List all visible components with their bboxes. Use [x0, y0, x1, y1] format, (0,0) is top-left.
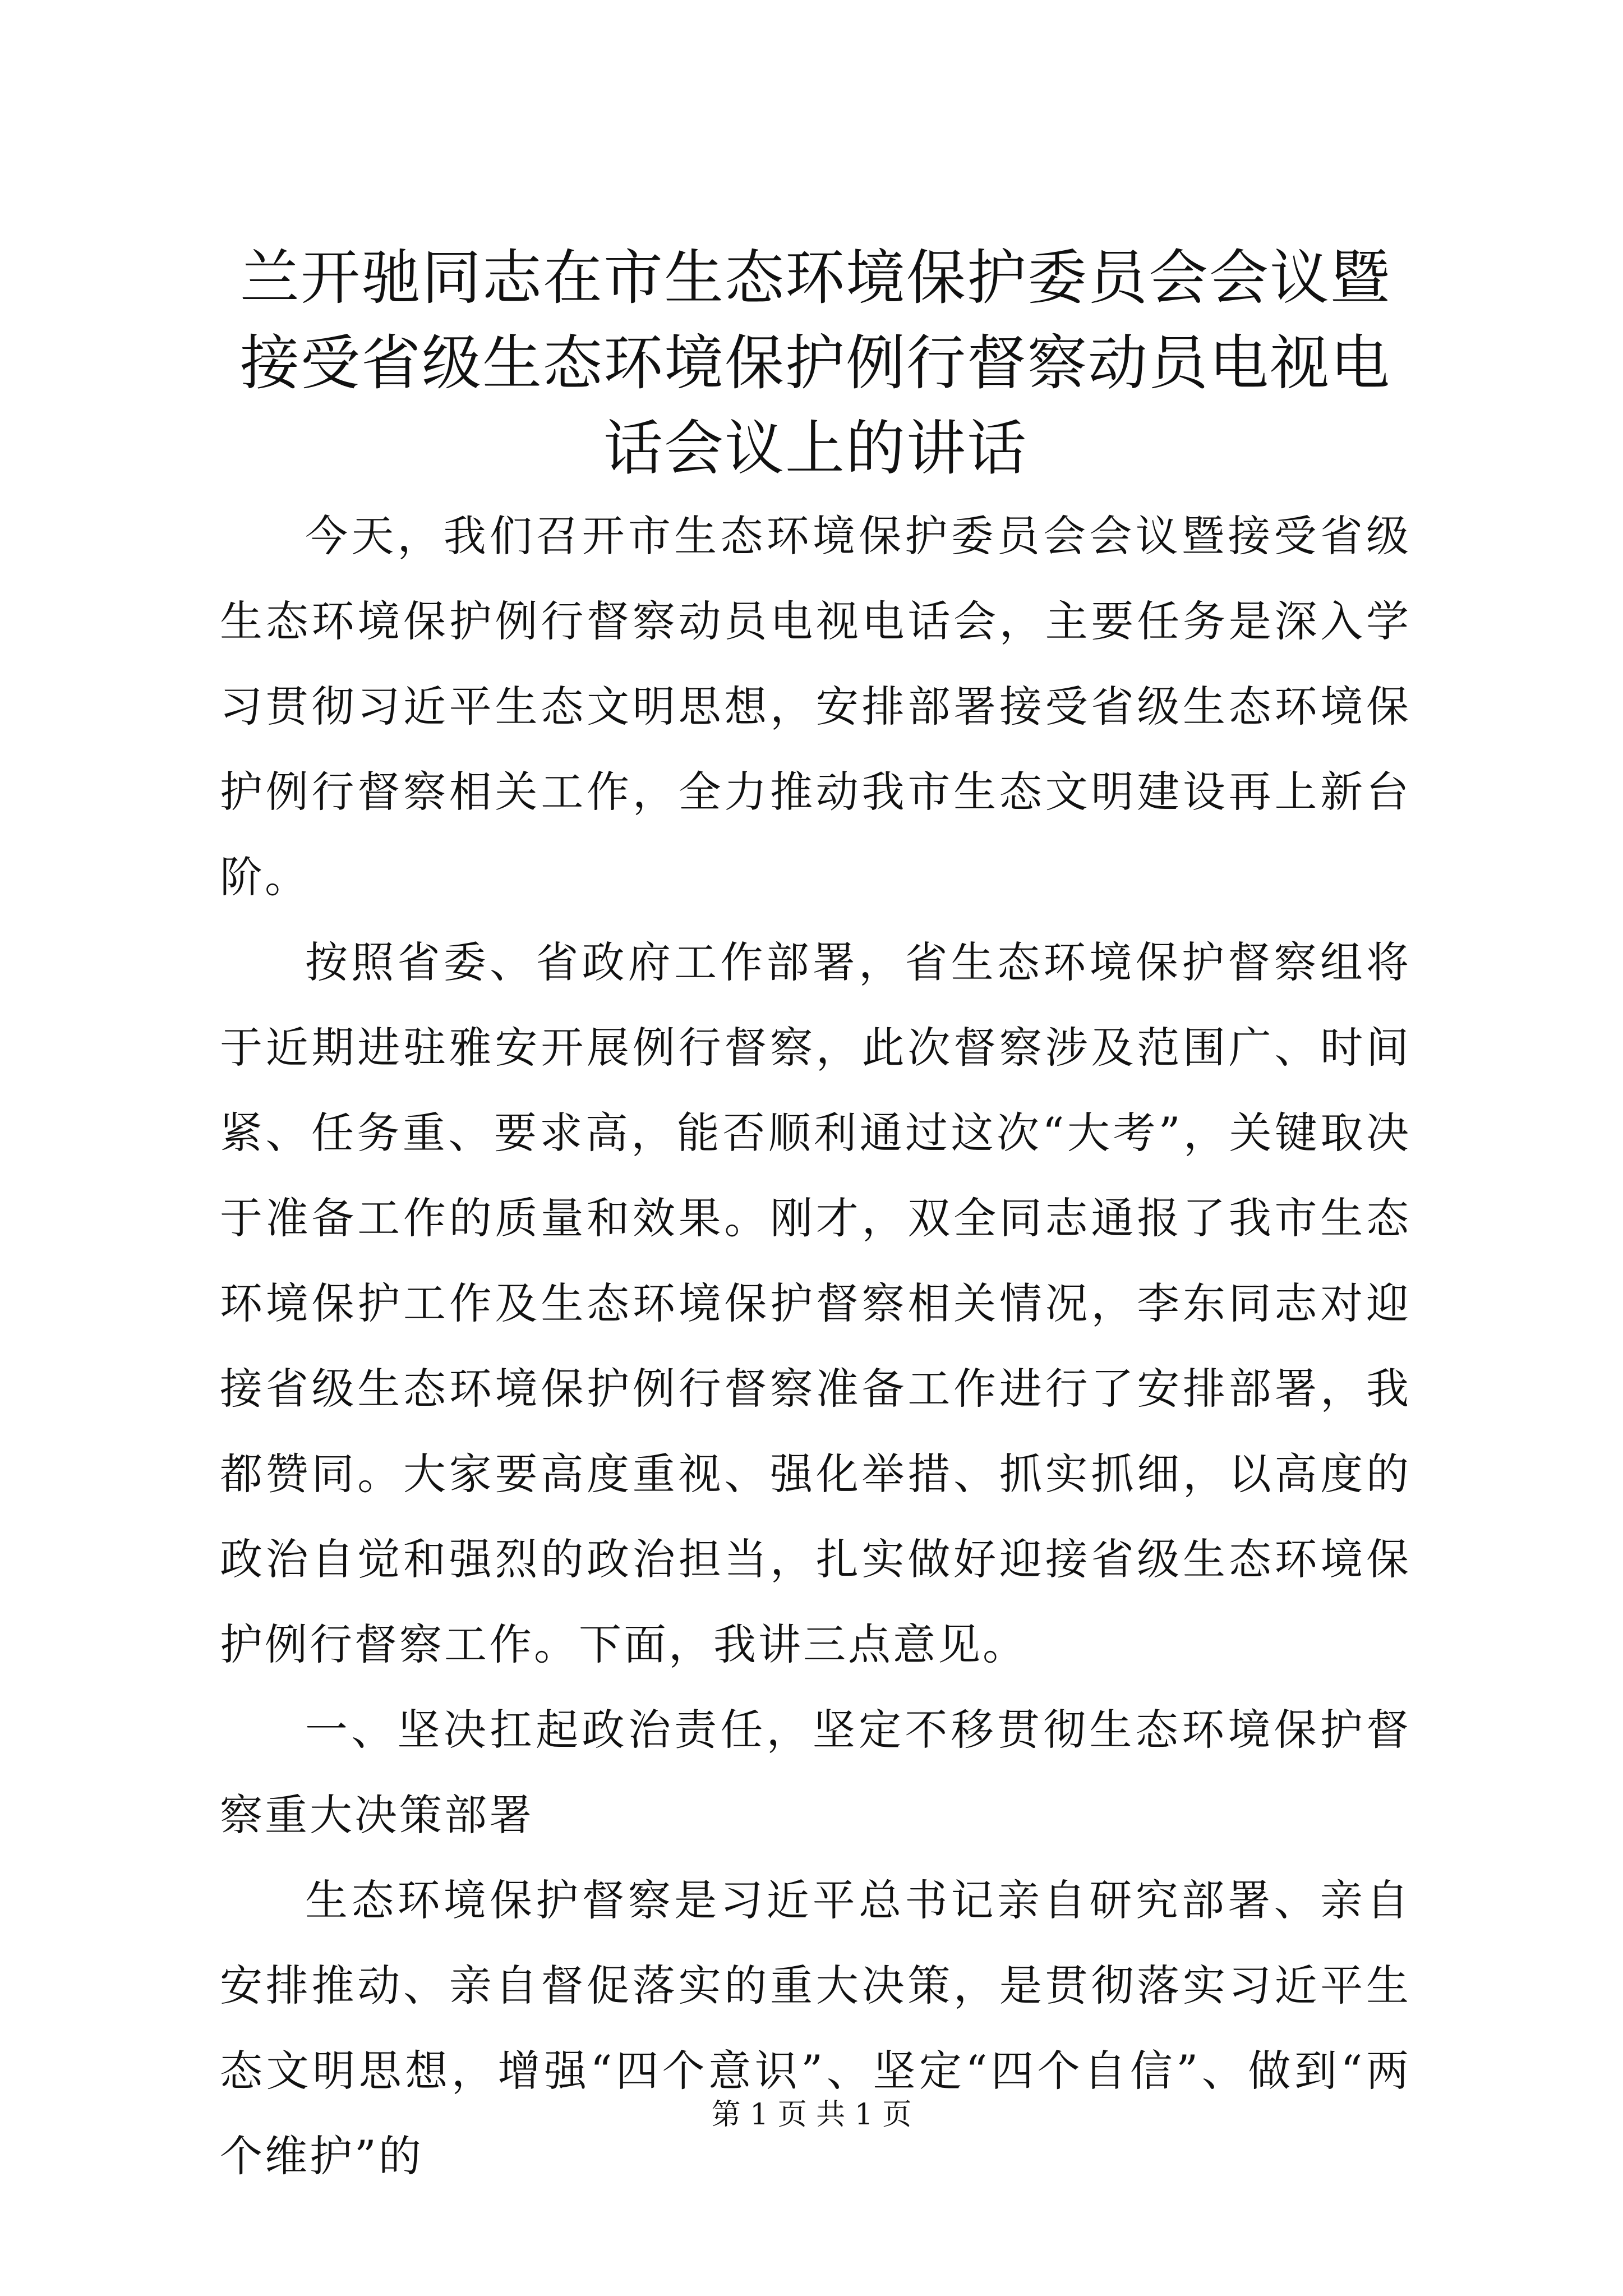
- paragraph-section-1: 生态环境保护督察是习近平总书记亲自研究部署、亲自安排推动、亲自督促落实的重大决策，是贯彻落实习近平生态文明思想，增强“四个意识”、坚定“四个自信”、做到“两个维护”的: [220, 1875, 1411, 2181]
- document-title: 兰开驰同志在市生态环境保护委员会会议暨接受省级生态环境保护例行督察动员电视电话会议上的讲话: [240, 243, 1391, 483]
- page-footer: 第 1 页 共 1 页: [711, 2098, 912, 2132]
- section-heading-1: 一、坚决扛起政治责任，坚定不移贯彻生态环境保护督察重大决策部署: [220, 1705, 1411, 1840]
- paragraph-intro: 今天，我们召开市生态环境保护委员会会议暨接受省级生态环境保护例行督察动员电视电话会，主要任务是深入学习贯彻习近平生态文明思想，安排部署接受省级生态环境保护例行督察相关工作，全力推动我市生态文明建设再上新台阶。: [220, 511, 1411, 902]
- paragraph-background: 按照省委、省政府工作部署，省生态环境保护督察组将于近期进驻雅安开展例行督察，此次督察涉及范围广、时间紧、任务重、要求高，能否顺利通过这次“大考”，关键取决于准备工作的质量和效果。刚才，双全同志通报了我市生态环境保护工作及生态环境保护督察相关情况，李东同志对迎接省级生态环境保护例行督察准备工作进行了安排部署，我都赞同。大家要高度重视、强化举措、抓实抓细，以高度的政治自觉和强烈的政治担当，扎实做好迎接省级生态环境保护例行督察工作。下面，我讲三点意见。: [220, 937, 1411, 1669]
- document-body: [220, 236, 1411, 2199]
